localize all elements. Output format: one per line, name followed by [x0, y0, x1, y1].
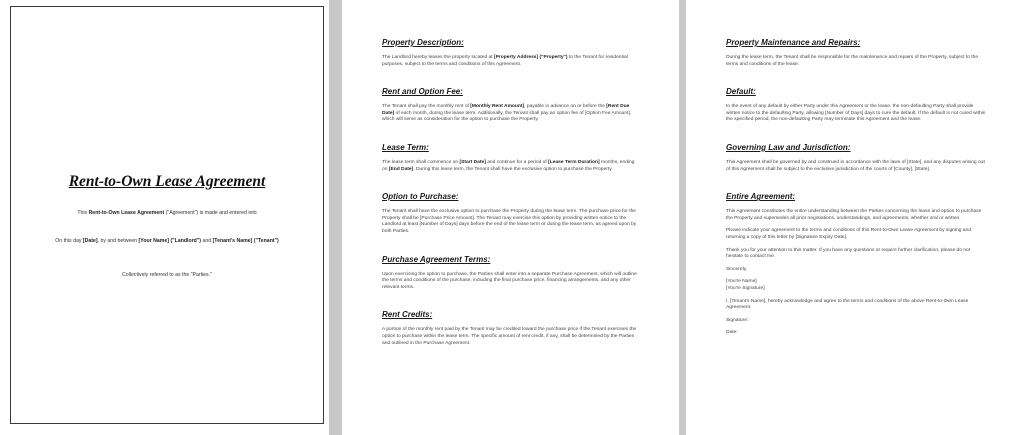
section-heading: Rent Credits: [382, 310, 433, 320]
document-title: Rent-to-Own Lease Agreement [68, 173, 266, 190]
section-body: The Landlord hereby leases the property located at [Property Address] ("Property") to the Tenant for residential purposes, subject to the terms and conditions of this Agreement. [382, 55, 628, 67]
terms-page-1 [342, 0, 679, 435]
sender-signature: [You're Signature] [726, 285, 765, 291]
terms-page-2 [686, 0, 1024, 435]
section-body: A portion of the monthly rent paid by the Tenant may be credited toward the purchase price if the Tenant exercises the option to purchase within the lease term. The specific amount of rent credit, if any, shall be determined by the Parties and outlined in the Purchase Agreement. [382, 327, 637, 346]
paragraph: Thank you for your attention to this matter. If you have any questions or require further clarification, please do not hesitate to contact me. [726, 247, 971, 260]
page-content [726, 38, 986, 343]
collective-line: Collectively referred to as the "Parties." [122, 272, 212, 278]
section-heading: Rent and Option Fee: [382, 87, 463, 97]
parties-line: On this day [Date], by and between [Your Name] ("Landlord") and [Tenant's Name] ("Tenant") [55, 238, 279, 244]
signature-label: Signature: [726, 317, 749, 323]
section-heading: Purchase Agreement Terms: [382, 254, 491, 264]
section-heading: Governing Law and Jurisdiction: [726, 142, 851, 152]
section-heading: Property Description: [382, 38, 464, 47]
section-body: During the lease term, the Tenant shall be responsible for the maintenance and repairs of the Property, subject to the terms and conditions of the lease. [726, 55, 979, 67]
page-gap [679, 0, 686, 435]
section-body: In the event of any default by either Party under this Agreement or the lease, the non-defaulting Party shall provide written notice to the defaulting Party, allowing [Number of Days] days to cure the default. If the default is not cured within the specified period, the non-defaulting Party may terminate this Agreement and the lease. [726, 104, 986, 123]
section-body: The Tenant shall have the exclusive option to purchase the Property during the lease term. The purchase price for the Property shall be [Purchase Price Amount]. The Tenant may exercise this option by providing written notice to the Landlord at least [Number of Days] days before the end of the lease term or during the lease term, as agreed upon by both Parties. [382, 209, 637, 234]
page-content [382, 38, 640, 366]
section-heading: Lease Term: [382, 142, 429, 152]
section-body: The Tenant shall pay the monthly rent of [Monthly Rent Amount], payable in advance on or before the [Rent Due Date] of each month, during the lease term. Additionally, the Tenant shall pay an option fee of [Option Fee Amount], which will serve as consideration for the option to purchase the Property. [382, 104, 632, 123]
cover-page [10, 6, 324, 424]
closing: Sincerely, [726, 266, 748, 272]
section-heading: Option to Purchase: [382, 192, 459, 202]
signature-block [726, 279, 986, 292]
paragraph: This Agreement constitutes the entire understanding between the Parties concerning the lease and option to purchase the Property and supersedes all prior negotiations, understandings, and agreements, whether oral or written. [726, 209, 982, 221]
section-body: This Agreement shall be governed by and construed in accordance with the laws of [State], and any disputes arising out of this Agreement shall be subject to the exclusive jurisdiction of the courts of [County], [State]. [726, 159, 985, 172]
acknowledgement: I, [Tenant's Name], hereby acknowledge and agree to the terms and conditions of the above Rent-to-Own Lease Agreement. [726, 298, 969, 311]
sender-name: [You're Name] [726, 279, 757, 285]
section-body: Upon exercising the option to purchase, the Parties shall enter into a separate Purchase Agreement, which will outline the terms and conditions of the purchase, including the final purchase price, financing arrangements, and any other relevant terms. [382, 271, 637, 290]
section-heading: Default: [726, 87, 756, 97]
intro-line: This Rent-to-Own Lease Agreement ("Agreement") is made and entered into [77, 210, 257, 216]
paragraph: Please indicate your agreement to the terms and conditions of this Rent-to-Own Lease Agreement by signing and returning a copy of this letter by [Signature Expiry Date]. [726, 228, 971, 240]
page-gap [329, 0, 342, 435]
date-label: Date: [726, 330, 738, 336]
section-heading: Entire Agreement: [726, 192, 796, 202]
section-body: The lease term shall commence on [Start Date] and continue for a period of [Lease Term Duration] months, ending on [End Date]. During this lease term, the Tenant shall have the exclusive option to purchase the Property. [382, 159, 635, 172]
section-heading: Property Maintenance and Repairs: [726, 38, 861, 47]
